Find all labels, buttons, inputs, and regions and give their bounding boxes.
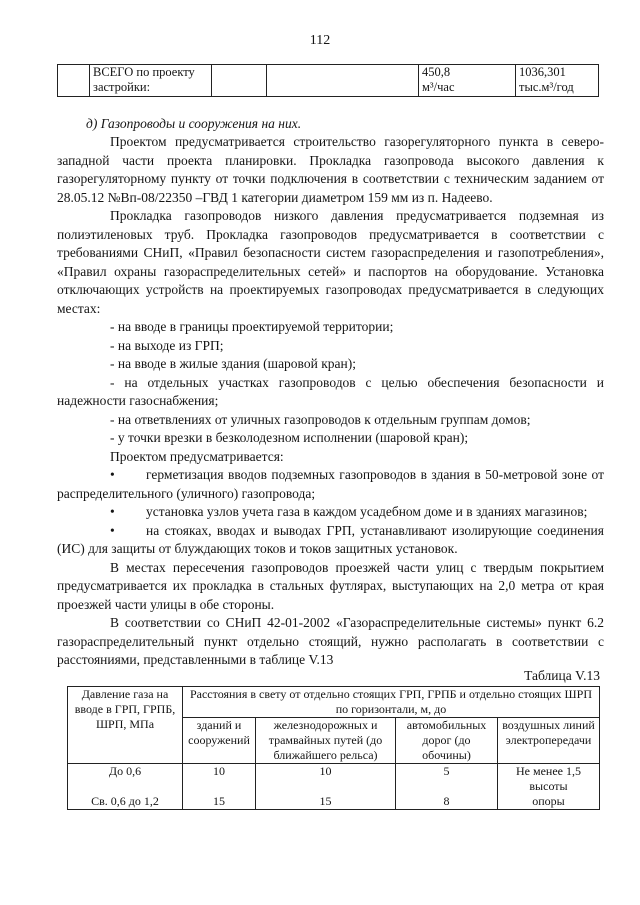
- roads-value: 5: [443, 764, 450, 778]
- pressure-value: Св. 0,6 до 1,2: [91, 794, 159, 808]
- paragraph: Проектом предусматривается:: [110, 448, 284, 464]
- table-cell: [498, 764, 600, 810]
- list-item: - у точки врезки в безколодезном исполнении (шаровой кран);: [110, 430, 469, 445]
- bullet-item: [57, 466, 604, 503]
- bullet-icon: •: [110, 504, 115, 519]
- paragraph: В местах пересечения газопроводов проезжей части улиц с твердым покрытием предусматривается их прокладка в стальных футлярах, выступающих на 2,0 метра от края проезжей части улицы в обе стороны.: [57, 559, 604, 612]
- list-item: - на ответвлениях от уличных газопроводов к отдельным группам домов;: [110, 411, 531, 427]
- table-cell: [58, 65, 90, 97]
- power-lines-value: опоры: [532, 794, 565, 808]
- table-cell: [256, 764, 396, 810]
- bullet-text: герметизация вводов подземных газопроводов в здания в 50-метровой зоне от распределительного (уличного) газопровода;: [57, 467, 604, 501]
- buildings-value: 10: [213, 764, 225, 778]
- roads-value: 8: [443, 794, 450, 808]
- table-cell: [267, 65, 419, 97]
- table-row: [68, 764, 600, 810]
- table-caption: Таблица V.13: [524, 668, 600, 683]
- table-cell: [396, 764, 498, 810]
- buildings-value: 15: [213, 794, 225, 808]
- list-item: - на вводе в границы проектируемой территории;: [110, 319, 394, 334]
- paragraph: Проектом предусматривается строительство газорегуляторного пункта в северо-западной части проекта планировки. Прокладка газопровода высокого давления к газорегуляторному пункту от точки подключения в соответствии с техническим заданием от 28.05.12 №Вп-08/22350 –ГВД 1 категории диаметром 159 мм из п. Надеево.: [57, 134, 604, 205]
- header-railways: железнодорожных и трамвайных путей (до ближайшего рельса): [256, 718, 396, 764]
- table-cell: [516, 65, 599, 97]
- summary-unit-yearly: тыс.м³/год: [519, 80, 574, 94]
- header-distances: Расстояния в свету от отдельно стоящих ГРП, ГРПБ и отдельно стоящих ШРП по горизонтали, м, до: [183, 687, 600, 718]
- bullet-icon: •: [110, 467, 115, 482]
- table-cell: [212, 65, 267, 97]
- table-row: [58, 65, 599, 97]
- list-item: - на отдельных участках газопроводов с целью обеспечения безопасности и надежности газоснабжения;: [57, 374, 604, 408]
- list-item: - на выходе из ГРП;: [110, 337, 224, 353]
- summary-unit-hourly: м³/час: [422, 80, 455, 94]
- bullet-item: [57, 522, 604, 559]
- summary-value-hourly: 450,8: [422, 65, 451, 79]
- table-cell: [419, 65, 516, 97]
- header-roads: автомобильных дорог (до обочины): [396, 718, 498, 764]
- table-header-row: [68, 687, 600, 718]
- bullet-text: установка узлов учета газа в каждом усадебном доме и в зданиях магазинов;: [146, 504, 588, 519]
- bullet-icon: •: [110, 522, 115, 538]
- list-item: - на вводе в жилые здания (шаровой кран);: [110, 356, 356, 371]
- summary-table: [57, 64, 599, 97]
- bullet-item: [57, 503, 604, 522]
- summary-label: ВСЕГО по проекту застройки:: [90, 65, 212, 97]
- railways-value: 15: [319, 794, 332, 808]
- section-heading: д) Газопроводы и сооружения на них.: [86, 116, 302, 131]
- power-lines-value: Не менее 1,5 высоты: [516, 764, 581, 793]
- table-cell: [68, 764, 183, 810]
- header-buildings: зданий и сооружений: [183, 718, 256, 764]
- page-number: 112: [309, 33, 331, 48]
- paragraph: В соответствии со СНиП 42-01-2002 «Газораспределительные системы» пункт 6.2 газораспределительный пункт отдельно стоящий, нужно располагать в соответствии с расстояниями, представленными в таблице V.13: [57, 615, 604, 667]
- distances-table: [67, 686, 600, 810]
- bullet-text: на стояках, вводах и выводах ГРП, устанавливают изолирующие соединения (ИС) для защиты от блуждающих токов и токов защитных установок.: [57, 522, 604, 556]
- table-cell: [183, 764, 256, 810]
- header-pressure: Давление газа на вводе в ГРП, ГРПБ, ШРП, МПа: [68, 687, 183, 764]
- body-text: [57, 133, 604, 670]
- paragraph: Прокладка газопроводов низкого давления предусматривается подземная из полиэтиленовых труб. Прокладка газопроводов предусматривается в соответствии с требованиями СНиП, «Правил безопасности систем газораспределения и газопотребления», «Правил охраны газораспределительных сетей» и паспортов на оборудование. Установка отключающих устройств на проектируемых газопроводах предусматривается в следующих местах:: [57, 208, 604, 316]
- railways-value: 10: [319, 764, 332, 778]
- header-power-lines: воздушных линий электропередачи: [498, 718, 600, 764]
- pressure-value: До 0,6: [108, 764, 142, 778]
- summary-value-yearly: 1036,301: [519, 65, 566, 79]
